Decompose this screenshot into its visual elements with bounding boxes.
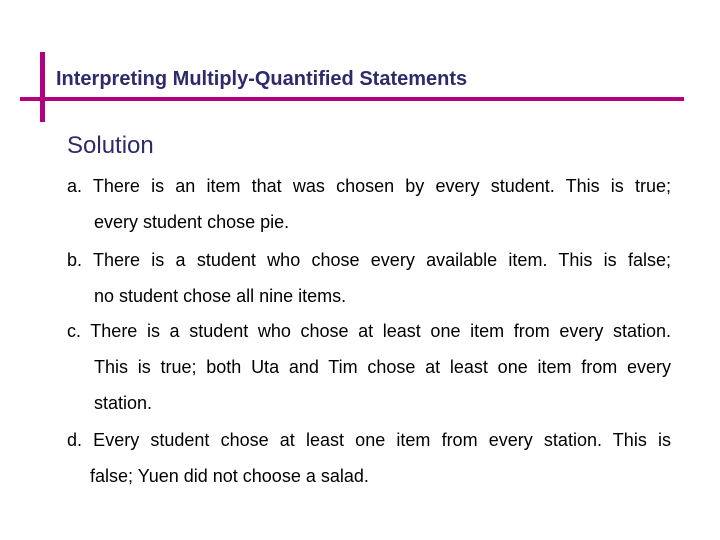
item-c-line-3: station. — [94, 393, 153, 413]
list-item-d — [67, 422, 671, 494]
item-b-line-1: b. There is a student who chose every available item. This is false; — [67, 250, 671, 270]
item-a-line-1: a. There is an item that was chosen by every student. This is true; — [67, 176, 671, 196]
list-item-b — [67, 242, 671, 314]
list-item-a — [67, 168, 671, 240]
item-a-line-2: every student chose pie. — [94, 212, 290, 232]
slide-subtitle: Solution — [67, 132, 154, 159]
list-item-c — [67, 313, 671, 421]
item-b-line-2: no student chose all nine items. — [94, 286, 347, 306]
item-c-line-2: This is true; both Uta and Tim chose at least one item from every — [94, 357, 671, 377]
item-d-line-2: false; Yuen did not choose a salad. — [90, 466, 369, 486]
item-c-line-1: c. There is a student who chose at least one item from every station. — [67, 321, 671, 341]
accent-vertical-rule — [40, 52, 45, 122]
item-d-line-1: d. Every student chose at least one item from every station. This is — [67, 430, 671, 450]
slide-title: Interpreting Multiply-Quantified Statements — [56, 68, 468, 90]
accent-horizontal-rule — [20, 97, 684, 101]
